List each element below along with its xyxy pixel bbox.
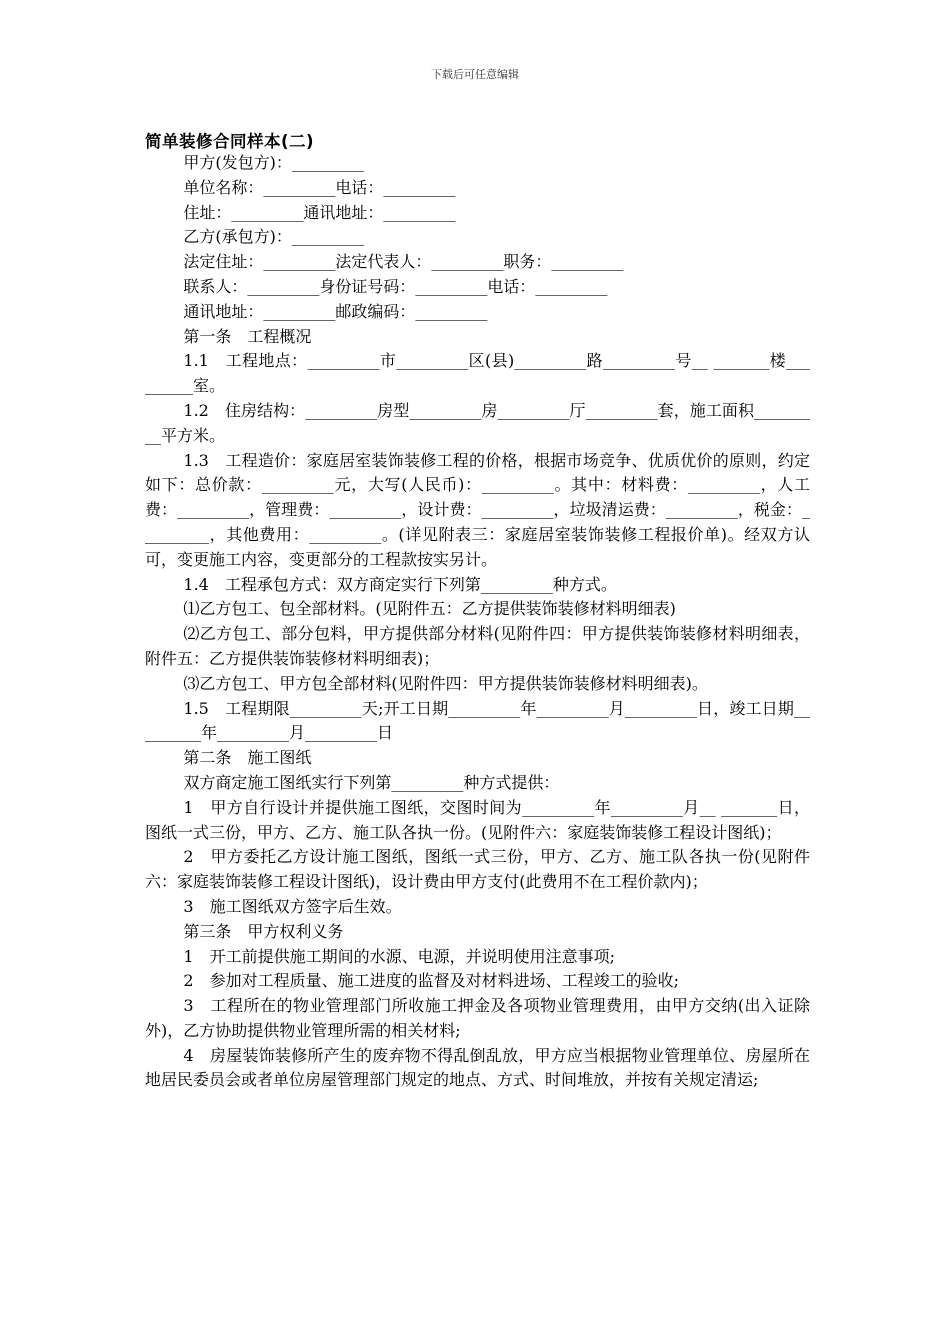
section-heading: 第三条 甲方权利义务 bbox=[183, 921, 344, 941]
paragraph: 1.2 住房结构：_________房型_________房_________厅_________套，施工面积_________平方米。 bbox=[145, 400, 810, 445]
section-heading: 第二条 施工图纸 bbox=[183, 748, 312, 768]
paragraph: 乙方(承包方)：_________ bbox=[183, 227, 364, 247]
paragraph: 1.1 工程地点：_________市_________区(县)_________路_________号__ _______楼_________室。 bbox=[145, 351, 810, 396]
paragraph: 2 甲方委托乙方设计施工图纸，图纸一式三份，甲方、乙方、施工队各执一份(见附件六：家庭装饰装修工程设计图纸)，设计费由甲方支付(此费用不在工程价款内)； bbox=[145, 847, 810, 892]
paragraph: 甲方(发包方)：_________ bbox=[183, 153, 364, 172]
paragraph: 1 开工前提供施工期间的水源、电源，并说明使用注意事项; bbox=[183, 946, 615, 966]
document-title: 简单装修合同样本(二) bbox=[145, 132, 315, 151]
paragraph: 单位名称：_________电话：_________ bbox=[183, 177, 456, 197]
paragraph: ⑵乙方包工、部分包料，甲方提供部分材料(见附件四：甲方提供装饰装修材料明细表，附件五：乙方提供装饰装修材料明细表)； bbox=[145, 624, 810, 668]
paragraph: 3 施工图纸双方签字后生效。 bbox=[183, 896, 402, 916]
section-heading: 第一条 工程概况 bbox=[183, 326, 312, 346]
paragraph: 3 工程所在的物业管理部门所收施工押金及各项物业管理费用，由甲方交纳(出入证除外)，乙方协助提供物业管理所需的相关材料; bbox=[145, 996, 810, 1040]
contract-body bbox=[145, 151, 810, 1093]
paragraph: 联系人：_________身份证号码：_________电话：_________ bbox=[183, 276, 608, 296]
paragraph: 4 房屋装饰装修所产生的废弃物不得乱倒乱放，甲方应当根据物业管理单位、房屋所在地居民委员会或者单位房屋管理部门规定的地点、方式、时间堆放，并按有关规定清运; bbox=[145, 1045, 810, 1090]
paragraph: 1.3 工程造价：家庭居室装饰装修工程的价格，根据市场竞争、优质优价的原则，约定如下：总价款：_________元，大写(人民币)：_________。其中：材料费：_________，人工费：_________，管理费：_________，设计费：_________，垃圾清运费：_________，税金：_________，其他费用：_________。(详见附表三：家庭居室装饰装修工程报价单)。经双方认可，变更施工内容，变更部分的工程款按实另计。 bbox=[145, 450, 810, 569]
paragraph: 通讯地址：_________邮政编码：_________ bbox=[183, 301, 488, 321]
paragraph: 2 参加对工程质量、施工进度的监督及对材料进场、工程竣工的验收; bbox=[183, 971, 679, 991]
paragraph: 法定住址：_________法定代表人：_________职务：_________ bbox=[183, 252, 624, 272]
paragraph: ⑴乙方包工、包全部材料。(见附件五：乙方提供装饰装修材料明细表) bbox=[183, 599, 676, 619]
paragraph: 双方商定施工图纸实行下列第_________种方式提供： bbox=[183, 772, 560, 792]
paragraph: 1 甲方自行设计并提供施工图纸，交图时间为_________年_________月__ _______日，图纸一式三份，甲方、乙方、施工队各执一份。(见附件六：家庭装饰装修工程设计图纸)； bbox=[145, 797, 810, 842]
paragraph: ⑶乙方包工、甲方包全部材料(见附件四：甲方提供装饰装修材料明细表)。 bbox=[183, 673, 708, 693]
paragraph: 1.5 工程期限_________天;开工日期_________年_________月_________日，竣工日期_________年_________月_________日 bbox=[145, 698, 810, 743]
paragraph: 住址：_________通讯地址：_________ bbox=[183, 202, 456, 222]
header-note: 下载后可任意编辑 bbox=[431, 68, 519, 81]
paragraph: 1.4 工程承包方式：双方商定实行下列第_________种方式。 bbox=[183, 574, 617, 594]
